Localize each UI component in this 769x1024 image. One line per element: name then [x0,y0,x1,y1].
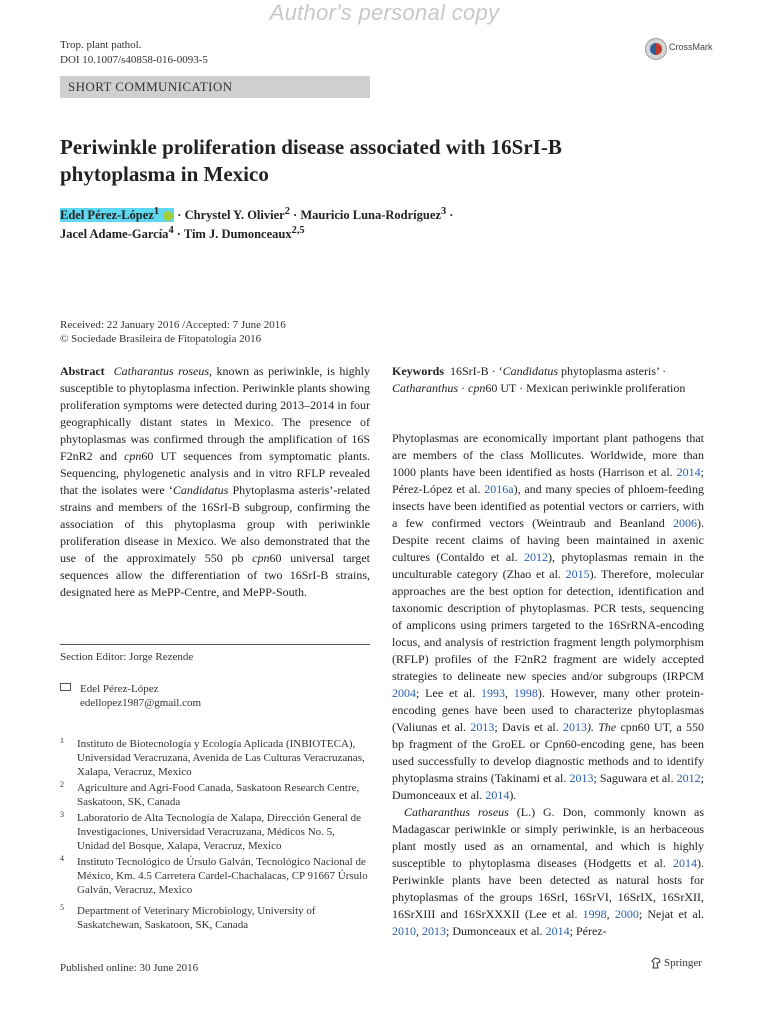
citation-link[interactable]: 2000 [614,907,639,921]
citation-link[interactable]: 2014 [676,465,701,479]
citation-link[interactable]: 2013 [569,771,594,785]
publisher-logo [651,957,702,969]
affiliation-3: 3 Laboratorio de Alta Tecnología de Xalapa, Dirección General de Investigaciones, Universidad Veracruzana, Médicos No. 5, Unidad del Bosque, Xalapa, Veracruz, Mexico [60,810,361,852]
citation-link[interactable]: 2013 [470,720,495,734]
citation-link[interactable]: 2013 [422,924,446,938]
citation-link[interactable]: 2016a [484,482,514,496]
author-list: Edel Pérez-López$^1$ · Chrystel Y. Olivier$^2$ · Mauricio Luna-Rodríguez$^3$ · Jacel Adame-García$^4$ · Tim J. Dumonceaux$^{2,5}$ [60,206,454,242]
crossmark-label: CrossMark [669,42,713,52]
dates [60,318,286,346]
citation-link[interactable]: 2004 [392,686,416,700]
journal-name: Trop. plant pathol. [60,39,142,51]
abstract-label: Abstract [60,364,105,378]
keywords: Keywords 16SrI-B · ‘Candidatus phytoplasma asteris’ · Catharanthus · cpn60 UT · Mexican periwinkle proliferation [392,364,686,395]
citation-link[interactable]: 2014 [485,788,510,802]
springer-horse-icon [651,957,661,969]
section-label: SHORT COMMUNICATION [68,79,233,94]
author-4: Jacel Adame-García$^4$ [60,225,174,242]
keywords-label: Keywords [392,364,444,378]
received-accepted: Received: 22 January 2016 /Accepted: 7 June 2016 [60,319,286,331]
author-3: Mauricio Luna-Rodríguez$^3$ [300,206,447,223]
published-date: Published online: 30 June 2016 [60,962,199,974]
footnote-rule [60,644,370,645]
citation-link[interactable]: 2014 [673,856,697,870]
citation-link[interactable]: 2013 [563,720,587,734]
corresponding-author [60,682,360,710]
journal-meta [60,38,208,68]
body-paragraph-1: Phytoplasmas are economically important plant pathogens that are members of the class Mollicutes. Worldwide, more than 1000 plants have been identified as hosts (Harrison et al. 2014; Pérez-López et al. 2016a), and many species of phloem-feeding insects have been identified as potential vectors or carriers, with a few confirmed vectors (Weintraub and Beanland 2006). Despite recent claims of having been maintained in axenic cultures (Contaldo et al. 2012), phytoplasmas remain in the unculturable category (Zhao et al. 2015). Therefore, molecular approaches are the best option for detection, identification and taxonomic description of phytoplasmas. PCR tests, sequencing of amplicons using primers targeted to the 16SrRNA-encoding locus, and analysis of restriction fragment length polymorphism (RFLP) profiles of the F2nR2 fragment are widely accepted strategies to delineate new species and/or subgroups (IRPCM 2004; Lee et al. 1993, 1998). However, many other protein-encoding genes have been used to characterize phytoplasmas (Valiunas et al. 2013; Davis et al. 2013). The cpn60 UT, a 550 bp fragment of the GroEL or Cpn60-encoding gene, has been used successfully to develop diagnostic methods and to identify phytoplasma strains (Takinami et al. 2013; Saguwara et al. 2012; Dumonceaux et al. 2014). [392,431,704,802]
section-banner [60,76,370,98]
crossmark-icon [645,38,667,60]
citation-link[interactable]: 2010 [392,924,416,938]
affiliation-5: 5 Department of Veterinary Microbiology, University of Saskatchewan, Saskatoon, SK, Canada [60,903,316,931]
crossmark-logo[interactable] [645,38,735,62]
envelope-icon [60,683,71,691]
article-title: Periwinkle proliferation disease associated with 16SrI-B phytoplasma in Mexico [60,135,562,186]
orcid-icon[interactable] [163,211,173,221]
author-5: Tim J. Dumonceaux$^{2,5}$ [183,225,305,242]
body-text [392,430,704,940]
citation-link[interactable]: 2012 [676,771,701,785]
abstract: Abstract Catharantus roseus, known as periwinkle, is highly susceptible to phytoplasma infection. Periwinkle plants showing proliferation symptoms were detected during 2013–2014 in four geographically distant states in Mexico. The presence of phytoplasmas was confirmed through the amplification of 16S F2nR2 and cpn60 UT sequences from symptomatic plants. Sequencing, phylogenetic analysis and in vitro RFLP revealed that the isolates were ‘Candidatus Phytoplasma asteris’-related strains and members of the 16SrI-B subgroup, confirming the association of this phytoplasma group with periwinkle proliferation disease in Mexico. We also demonstrated that the use of the approximately 550 pb cpn60 universal target sequences allow the differentiation of two 16SrI-B strains, designated here as MePP-Centre, and MePP-South. [60,364,370,599]
publisher-name: Springer [664,957,702,969]
body-paragraph-2: Catharanthus roseus (L.) G. Don, commonly known as Madagascar periwinkle or simply periwinkle, is an herbaceous plant mostly used as an ornamental, and which is highly susceptible to phytoplasma diseases (Hodgetts et al. 2014). Periwinkle plants have been detected as natural hosts for phytoplasmas of the groups 16SrI, 16SrVI, 16SrIX, 16SrXII, 16SrXIII and 16SrXXXII (Lee et al. 1998, 2000; Nejat et al. 2010, 2013; Dumonceaux et al. 2014; Pérez- [392,805,705,938]
citation-link[interactable]: 2015 [565,567,590,581]
author-2: Chrystel Y. Olivier$^2$ [184,206,290,223]
contact-email[interactable]: edellopez1987@gmail.com [80,697,202,709]
citation-link[interactable]: 2012 [524,550,548,564]
watermark: Author's personal copy [269,0,500,25]
affiliation-2: 2 Agriculture and Agri-Food Canada, Saskatoon Research Centre, Saskatoon, SK, Canada [60,780,360,808]
citation-link[interactable]: 1998 [513,686,538,700]
copyright: © Sociedade Brasileira de Fitopatologia 2016 [60,333,262,345]
citation-link[interactable]: 1998 [582,907,607,921]
contact-name: Edel Pérez-López [80,683,159,695]
affiliation-4: 4 Instituto Tecnológico de Úrsulo Galván, Tecnológico Nacional de México, Km. 4.5 Carretera Cardel-Chachalacas, CP 91667 Úrsulo Galván, Veracruz, Mexico [60,854,368,896]
citation-link[interactable]: 1993 [481,686,505,700]
section-editor: Section Editor: Jorge Rezende [60,651,194,663]
citation-link[interactable]: 2014 [545,924,570,938]
affiliation-1: 1 Instituto de Biotecnología y Ecología Aplicada (INBIOTECA), Universidad Veracruzana, Avenida de Las Culturas Veracruzanas, Xalapa, Veracruz, Mexico [60,736,365,778]
author-1[interactable]: Edel Pérez-López$^1$ [60,208,174,222]
citation-link[interactable]: 2006 [673,516,697,530]
doi[interactable]: DOI 10.1007/s40858-016-0093-5 [60,54,208,66]
